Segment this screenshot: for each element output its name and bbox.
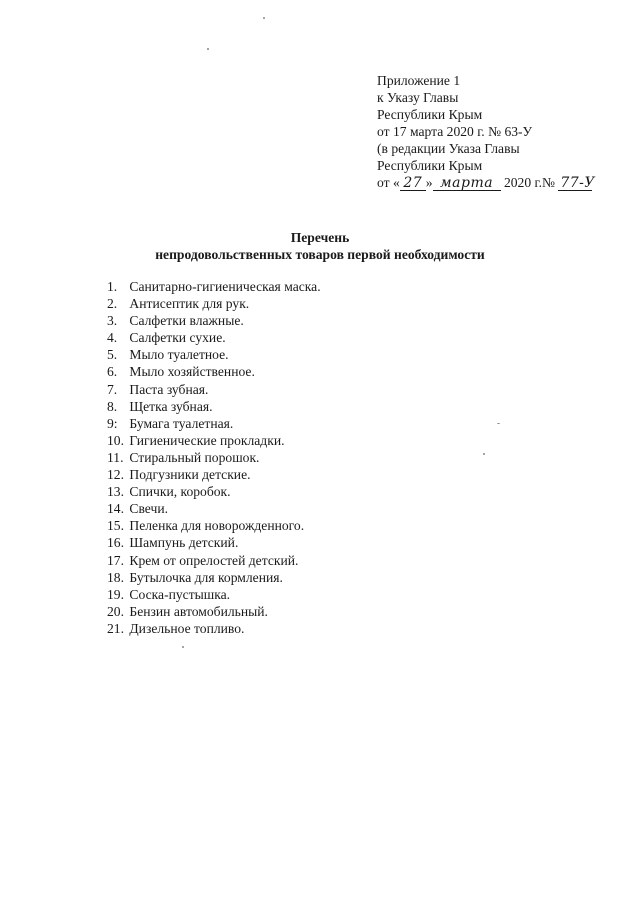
item-text: Мыло хозяйственное. [129,364,255,380]
item-text: Санитарно-гигиеническая маска. [129,279,321,294]
list-item [107,603,321,620]
item-number: 19. [107,586,124,602]
list-item [107,312,321,329]
item-text: Соска-пустышка. [129,586,231,602]
list-item [107,620,321,637]
item-number: 14. [107,501,124,517]
date-year: 2020 г.№ [500,175,559,190]
list-item [107,346,321,363]
handwritten-number: 77-У [560,175,596,191]
item-text: Дизельное топливо. [129,620,245,636]
item-number: 1. [107,279,118,294]
document-title [0,229,640,263]
item-text: Крем от опрелостей детский. [129,552,299,568]
list-item [107,586,321,603]
item-text: Свечи. [129,501,169,517]
item-number: 21. [107,620,124,636]
item-number: 20. [107,603,124,619]
list-item [107,466,321,483]
item-number: 10. [107,432,124,448]
title-line-1: Перечень [290,230,350,245]
item-text: Салфетки сухие. [129,330,226,346]
goods-list [107,278,321,637]
item-number: 16. [107,535,124,551]
date-prefix: от « [377,175,400,190]
item-text: Подгузники детские. [129,467,251,483]
handwritten-day: 27 [400,176,426,191]
item-number: 18. [107,569,124,585]
list-item [107,278,321,295]
item-text: Шампунь детский. [129,535,239,551]
item-number: 9: [107,415,118,431]
item-text: Спички, коробок. [129,484,231,500]
item-text: Паста зубная. [129,381,209,397]
item-text: Щетка зубная. [129,398,213,414]
list-item [107,415,321,432]
item-text: Салфетки влажные. [129,313,244,329]
date-close-quote: » [425,175,433,190]
item-text: Стиральный порошок. [129,449,260,465]
scan-speck [263,17,265,19]
item-number: 8. [107,398,118,414]
item-number: 11. [107,449,124,465]
item-number: 6. [107,364,118,380]
appendix-label: Приложение 1 [377,73,461,88]
item-text: Мыло туалетное. [129,347,229,363]
scan-speck [483,453,485,455]
list-item [107,432,321,449]
revision-date-line [377,174,627,191]
list-item [107,517,321,534]
item-text: Антисептик для рук. [129,296,250,312]
list-item [107,552,321,569]
scan-speck [207,48,209,50]
item-number: 5. [107,347,118,363]
republic-name: Республики Крым [377,107,483,122]
decree-date-number: от 17 марта 2020 г. № 63-У [377,124,533,139]
list-item [107,398,321,415]
item-number: 15. [107,518,124,534]
list-item [107,381,321,398]
decree-reference: к Указу Главы [377,90,459,105]
scan-speck [182,646,184,648]
list-item [107,569,321,586]
item-number: 2. [107,296,118,312]
item-number: 4. [107,330,118,346]
item-number: 13. [107,484,124,500]
appendix-header [377,72,627,191]
title-line-2: непродовольственных товаров первой необходимости [155,247,485,262]
list-item [107,500,321,517]
item-number: 17. [107,552,124,568]
item-text: Бутылочка для кормления. [129,569,283,585]
revision-republic: Республики Крым [377,158,483,173]
item-number: 3. [107,313,118,329]
item-number: 12. [107,467,124,483]
list-item [107,483,321,500]
item-text: Гигиенические прокладки. [129,432,285,448]
item-text: Пеленка для новорожденного. [129,518,305,534]
list-item [107,449,321,466]
handwritten-month: марта [433,176,501,191]
item-text: Бензин автомобильный. [129,603,268,619]
revision-note: (в редакции Указа Главы [377,141,520,156]
list-item [107,363,321,380]
item-number: 7. [107,381,118,397]
item-text: Бумага туалетная. [129,415,234,431]
list-item [107,329,321,346]
list-item [107,295,321,312]
scan-speck [497,423,500,424]
list-item [107,534,321,551]
